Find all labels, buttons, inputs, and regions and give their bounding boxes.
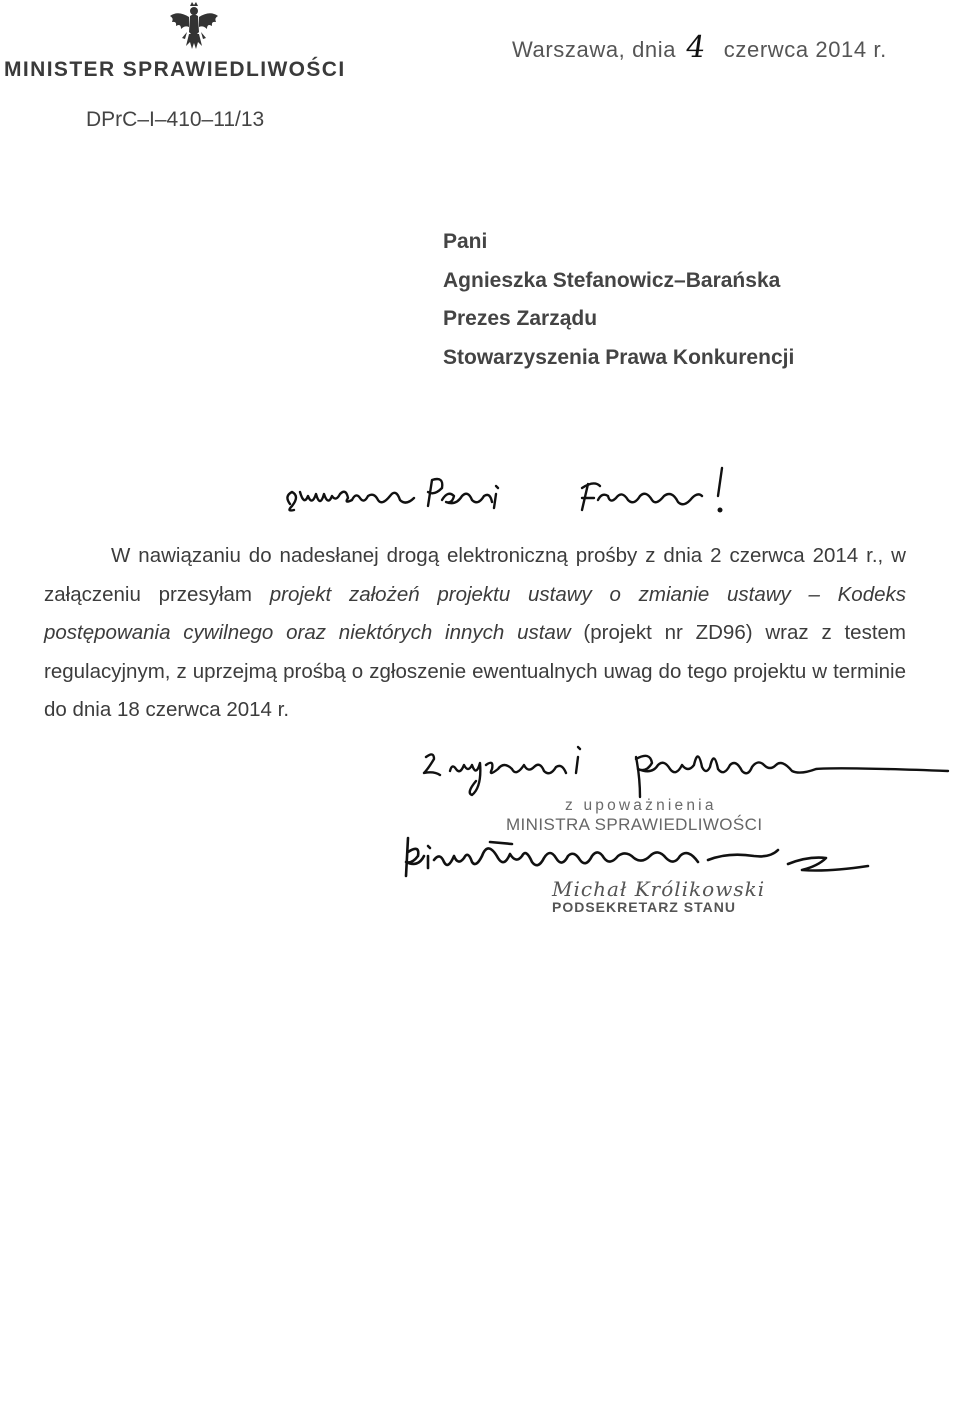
addressee-line-salutation: Pani bbox=[443, 230, 488, 253]
letter-body bbox=[44, 537, 906, 730]
stamp-ministry: MINISTRA SPRAWIEDLIWOŚCI bbox=[506, 815, 763, 834]
body-text-part3: (projekt nr ZD96) wraz z testem regulacyjnym, z uprzejmą prośbą o zgłoszenie ewentualnych uwag do tego projektu w terminie do dnia 18 czerwca 2014 r. bbox=[44, 621, 907, 721]
ministry-name: MINISTER SPRAWIEDLIWOŚCI bbox=[4, 58, 346, 81]
place-date-prefix: Warszawa, dnia bbox=[512, 37, 677, 62]
place-date bbox=[512, 30, 887, 65]
body-text-part1: W nawiązaniu do nadesłanej drogą elektroniczną prośby z dnia 2 czerwca 2014 r., w załączeniu przesyłam bbox=[44, 544, 906, 606]
letter-body-paragraph bbox=[44, 537, 906, 730]
place-date-suffix: czerwca 2014 r. bbox=[723, 37, 887, 62]
reference-number: DPrC–I–410–11/13 bbox=[86, 108, 265, 131]
handwritten-day: 4 bbox=[683, 30, 709, 65]
body-text-draft-title: projekt założeń projektu ustawy o zmianie ustawy – Kodeks postępowania cywilnego oraz niektórych innych ustaw bbox=[44, 582, 907, 644]
handwritten-greeting bbox=[282, 466, 842, 536]
addressee-line-organization: Stowarzyszenia Prawa Konkurencji bbox=[443, 346, 795, 370]
polish-eagle-icon bbox=[168, 2, 220, 52]
addressee-line-name: Agnieszka Stefanowicz–Barańska bbox=[443, 268, 781, 292]
addressee-line-position: Prezes Zarządu bbox=[443, 307, 598, 331]
signer-name: Michał Królikowski bbox=[552, 877, 766, 901]
addressee-block bbox=[443, 223, 794, 378]
signer-title: PODSEKRETARZ STANU bbox=[552, 899, 736, 915]
stamp-authorization: z upoważnienia bbox=[565, 797, 717, 814]
